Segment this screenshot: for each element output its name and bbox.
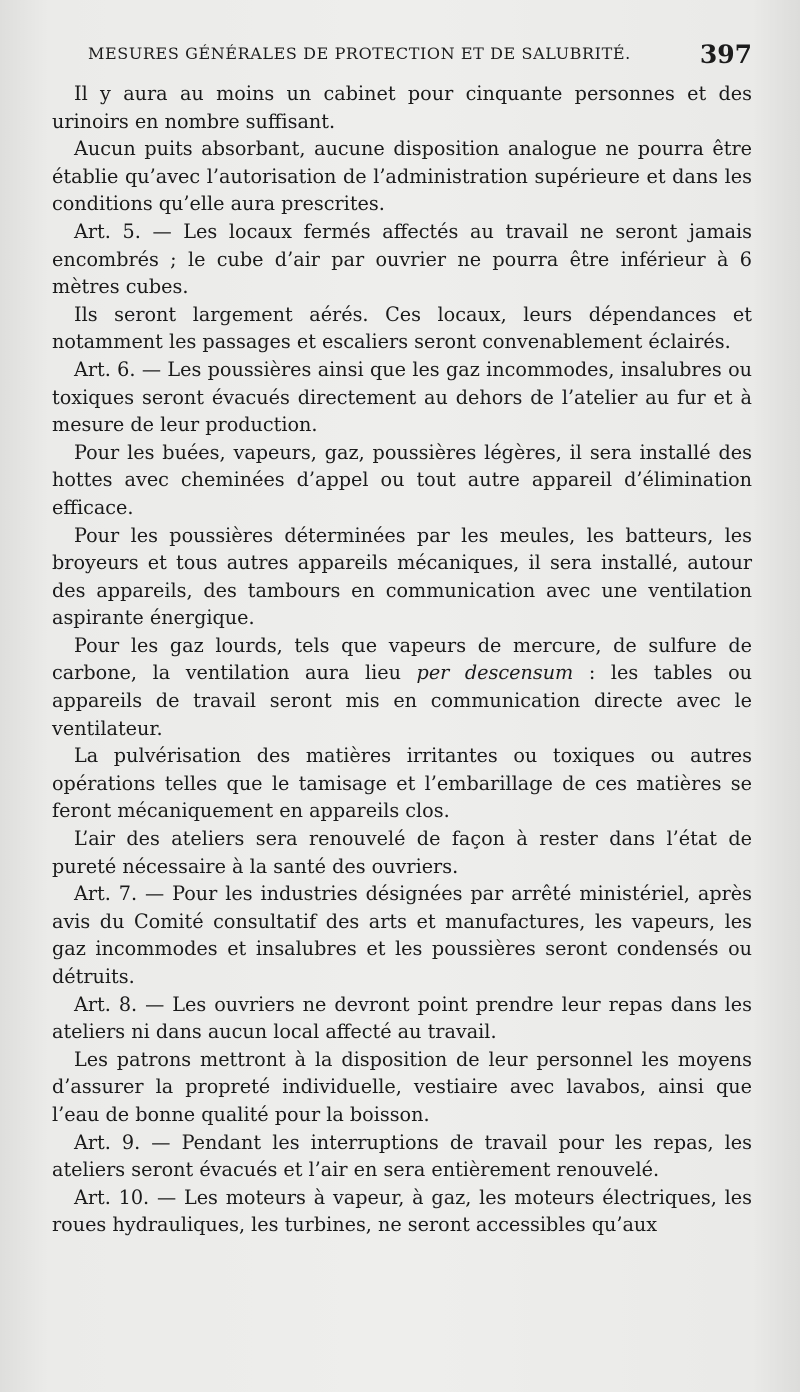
body-text: [52, 80, 752, 1239]
paragraph-article-10: Art. 10. — Les moteurs à vapeur, à gaz, les moteurs électriques, les roues hydrauliques, les turbines, ne seront accessibles qu’aux: [52, 1185, 752, 1237]
paragraph: Pour les poussières déterminées par les meules, les batteurs, les broyeurs et tous autres appareils mécaniques, il sera installé, autour des appareils, des tambours en communication avec une ventilation aspirante énergique.: [52, 523, 752, 630]
page-number: 397: [699, 40, 752, 69]
italic-latin-phrase: per descensum: [416, 661, 574, 685]
paragraph: Il y aura au moins un cabinet pour cinquante personnes et des urinoirs en nombre suffisant.: [52, 82, 752, 133]
paragraph-article-7: Art. 7. — Pour les industries désignées par arrêté ministériel, après avis du Comité consultatif des arts et manufactures, les vapeurs, les gaz incommodes et insalubres et les poussières seront condensés ou détruits.: [52, 882, 752, 988]
paragraph: Pour les buées, vapeurs, gaz, poussières légères, il sera installé des hottes avec cheminées d’appel ou tout autre appareil d’élimination efficace.: [52, 440, 752, 519]
paragraph-article-9: Art. 9. — Pendant les interruptions de travail pour les repas, les ateliers seront évacués et l’air en sera entièrement renouvelé.: [52, 1130, 752, 1182]
paragraph: Les patrons mettront à la disposition de leur personnel les moyens d’assurer la propreté individuelle, vestiaire avec lavabos, ainsi que l’eau de bonne qualité pour la boisson.: [52, 1047, 752, 1126]
paragraph: L’air des ateliers sera renouvelé de façon à rester dans l’état de pureté nécessaire à la santé des ouvriers.: [52, 827, 752, 878]
paragraph: [52, 632, 752, 742]
paragraph-text: Pour les gaz lourds, tels que vapeurs de mercure, de sulfure de carbone, la ventilation aura lieu: [52, 633, 752, 685]
page-header: [88, 40, 752, 74]
paragraph-text: : les tables ou appareils de travail seront mis en communication directe avec le ventilateur.: [52, 661, 752, 740]
paragraph: La pulvérisation des matières irritantes ou toxiques ou autres opérations telles que le tamisage et l’embarillage de ces matières se feront mécaniquement en appareils clos.: [52, 744, 752, 823]
paragraph-article-5: Art. 5. — Les locaux fermés affectés au travail ne seront jamais encombrés ; le cube d’air par ouvrier ne pourra être inférieur à 6 mètres cubes.: [52, 219, 752, 299]
running-title: MESURES GÉNÉRALES DE PROTECTION ET DE SALUBRITÉ.: [88, 44, 631, 63]
paragraph: Aucun puits absorbant, aucune disposition analogue ne pourra être établie qu’avec l’autorisation de l’administration supérieure et dans les conditions qu’elle aura prescrites.: [52, 137, 752, 216]
paragraph-article-6: Art. 6. — Les poussières ainsi que les gaz incommodes, insalubres ou toxiques seront évacués directement au dehors de l’atelier au fur et à mesure de leur production.: [52, 357, 752, 437]
paragraph-article-8: Art. 8. — Les ouvriers ne devront point prendre leur repas dans les ateliers ni dans aucun local affecté au travail.: [52, 992, 752, 1044]
paragraph: Ils seront largement aérés. Ces locaux, leurs dépendances et notamment les passages et escaliers seront convenablement éclairés.: [52, 302, 752, 354]
